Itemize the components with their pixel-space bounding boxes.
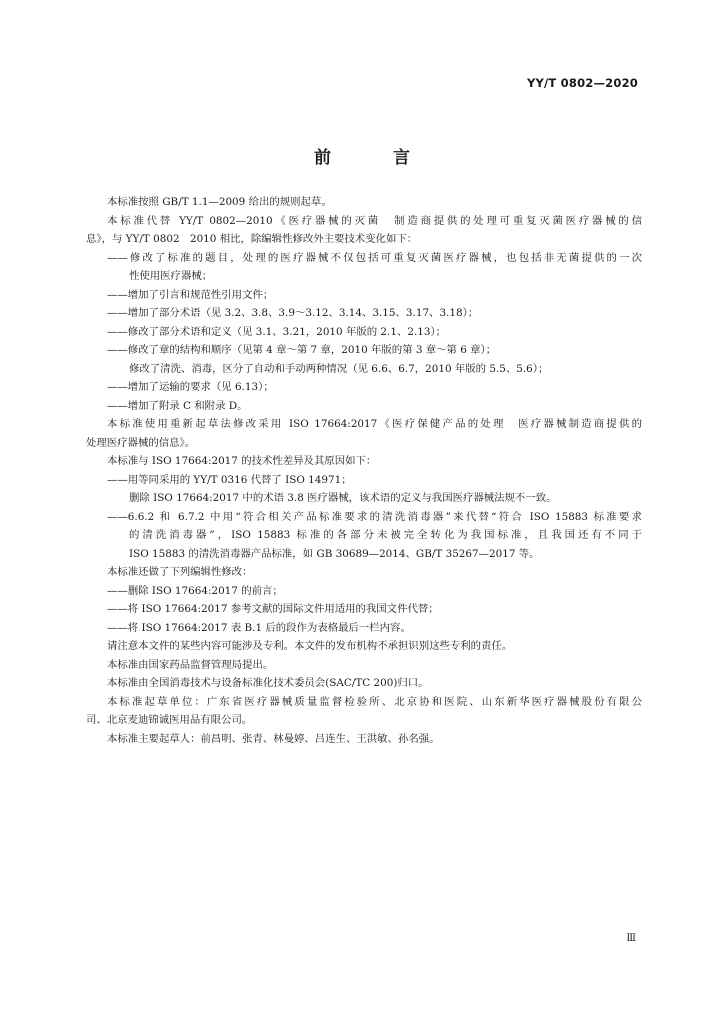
text-line: 司、北京麦迪锦诚医用品有限公司。 — [86, 714, 253, 726]
text-line: 的清洗消毒器”，ISO 15883 标准的各部分未被完全转化为我国标准，且我国还有不同于 — [129, 529, 642, 541]
text-line: ——修改了标准的题目，处理的医疗器械不仅包括可重复灭菌医疗器械，也包括非无菌提供的一次 — [107, 251, 642, 264]
text-line: ——将 ISO 17664:2017 参考文献的国际文件用适用的我国文件代替； — [107, 603, 439, 615]
text-line: 性使用医疗器械； — [129, 270, 213, 282]
page-title: 前 言 — [314, 148, 438, 168]
text-line: ——增加了部分术语（见 3.2、3.8、3.9～3.12、3.14、3.15、3.17、3.18）； — [107, 307, 479, 319]
text-line: ——修改了部分术语和定义（见 3.1、3.21，2010 年版的 2.1、2.13）； — [107, 325, 447, 338]
text-line: 本标准主要起草人：前昌明、张青、林曼婷、吕连生、王洪敏、孙名强。 — [107, 732, 440, 745]
text-line: ——将 ISO 17664:2017 表 B.1 后的段作为表格最后一栏内容。 — [107, 621, 411, 634]
text-line: ——增加了引言和规范性引用文件； — [107, 288, 274, 301]
page-number: Ⅲ — [626, 933, 636, 944]
text-line: 删除 ISO 17664:2017 中的术语 3.8 医疗器械，该术语的定义与我国医疗器械法规不一致。 — [129, 492, 557, 504]
text-line: ——增加了附录 C 和附录 D。 — [107, 399, 248, 412]
text-line: ISO 15883 的清洗消毒器产品标准，如 GB 30689—2014、GB/T 35267—2017 等。 — [129, 547, 540, 560]
text-line: ——删除 ISO 17664:2017 的前言； — [107, 584, 283, 597]
foreword-body — [86, 193, 642, 748]
text-line: 本标准由全国消毒技术与设备标准化技术委员会(SAC/TC 200)归口。 — [107, 677, 429, 689]
document-id-header: YY/T 0802—2020 — [526, 76, 638, 90]
text-line: 本标准还做了下列编辑性修改： — [107, 566, 253, 578]
text-line: 本标准由国家药品监督管理局提出。 — [107, 658, 274, 671]
text-line: ——修改了章的结构和顺序（见第 4 章～第 7 章，2010 年版的第 3 章～第 6 章）； — [107, 344, 497, 356]
text-line: 本标准与 ISO 17664:2017 的技术性差异及其原因如下： — [107, 455, 377, 467]
text-line: 息》，与 YY/T 0802 2010 相比，除编辑性修改外主要技术变化如下： — [86, 233, 418, 245]
text-line: 本标准代替 YY/T 0802—2010《医疗器械的灭菌 制造商提供的处理可重复灭菌医疗器械的信 — [107, 214, 642, 227]
text-line: 本标准起草单位：广东省医疗器械质量监督检验所、北京协和医院、山东新华医疗器械股份有限公 — [107, 695, 642, 708]
text-line: ——6.6.2 和 6.7.2 中用“符合相关产品标准要求的清洗消毒器”来代替“符合 ISO 15883 标准要求 — [107, 510, 642, 523]
text-line: 请注意本文件的某些内容可能涉及专利。本文件的发布机构不承担识别这些专利的责任。 — [107, 640, 513, 652]
text-line: ——增加了运输的要求（见 6.13）； — [107, 381, 274, 393]
text-line: 修改了清洗、消毒，区分了自动和手动两种情况（见 6.6、6.7，2010 年版的 5.5、5.6）； — [129, 362, 549, 375]
text-line: ——用等同采用的 YY/T 0316 代替了 ISO 14971； — [107, 473, 352, 486]
text-line: 本标准按照 GB/T 1.1—2009 给出的规则起草。 — [107, 196, 332, 208]
text-line: 本标准使用重新起草法修改采用 ISO 17664:2017《医疗保健产品的处理 医疗器械制造商提供的 — [107, 418, 642, 430]
text-line: 处理医疗器械的信息》。 — [86, 436, 196, 449]
